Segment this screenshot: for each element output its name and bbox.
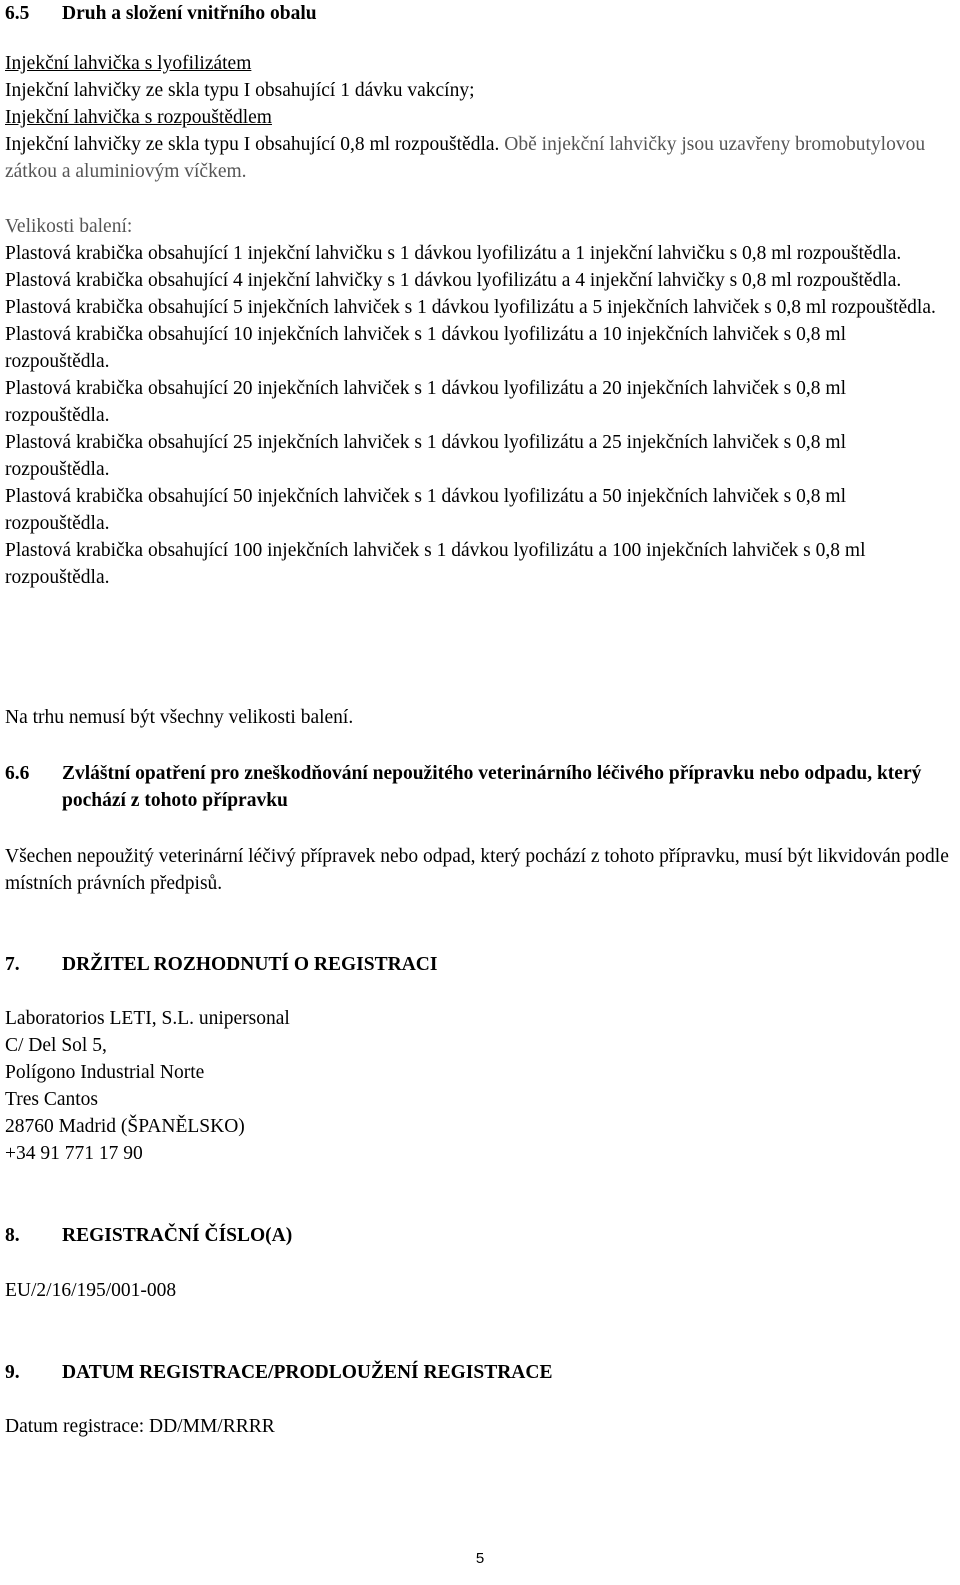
vial-solvent-heading: Injekční lahvička s rozpouštědlem — [5, 107, 272, 128]
vial-lyophilisate-text: Injekční lahvičky ze skla typu I obsahující 1 dávku vakcíny; — [5, 80, 475, 101]
address-line: 28760 Madrid (ŠPANĚLSKO) — [5, 1116, 245, 1137]
pack-sizes-note: Na trhu nemusí být všechny velikosti balení. — [5, 707, 354, 728]
address-line: +34 91 771 17 90 — [5, 1143, 143, 1164]
registration-number: EU/2/16/195/001-008 — [5, 1280, 177, 1301]
section-title: DATUM REGISTRACE/PRODLOUŽENÍ REGISTRACE — [62, 1362, 553, 1383]
section-number: 8. — [5, 1225, 20, 1246]
page-number: 5 — [475, 1550, 485, 1567]
pack-sizes-label: Velikosti balení: — [5, 216, 133, 237]
section-title: Zvláštní opatření pro zneškodňování nepoužitého veterinárního léčivého přípravku nebo odpadu, který pochází z tohoto přípravku — [62, 763, 922, 811]
section-8-heading — [5, 1222, 955, 1249]
address-line: Tres Cantos — [5, 1089, 99, 1110]
pack-size-item: Plastová krabička obsahující 25 injekčních lahviček s 1 dávkou lyofilizátu a 25 injekčních lahviček s 0,8 ml rozpouštědla. — [5, 432, 846, 480]
vial-closure-text: Obě injekční lahvičky jsou uzavřeny bromobutylovou zátkou a aluminiovým víčkem. — [5, 134, 926, 182]
pack-size-item: Plastová krabička obsahující 1 injekční lahvičku s 1 dávkou lyofilizátu a 1 injekční lahvičku s 0,8 ml rozpouštědla. — [5, 243, 902, 264]
vial-lyophilisate-heading: Injekční lahvička s lyofilizátem — [5, 53, 252, 74]
pack-size-item: Plastová krabička obsahující 4 injekční lahvičky s 1 dávkou lyofilizátu a 4 injekční lahvičky s 0,8 ml rozpouštědla. — [5, 270, 902, 291]
pack-size-item: Plastová krabička obsahující 100 injekčních lahviček s 1 dávkou lyofilizátu a 100 injekčních lahviček s 0,8 ml rozpouštědla. — [5, 540, 866, 588]
section-number: 7. — [5, 954, 20, 975]
vial-description-block — [5, 50, 955, 185]
section-6-5-heading — [5, 0, 955, 27]
pack-size-item: Plastová krabička obsahující 50 injekčních lahviček s 1 dávkou lyofilizátu a 50 injekčních lahviček s 0,8 ml rozpouštědla. — [5, 486, 846, 534]
section-number: 6.6 — [5, 763, 30, 784]
pack-size-item: Plastová krabička obsahující 10 injekčních lahviček s 1 dávkou lyofilizátu a 10 injekčních lahviček s 0,8 ml rozpouštědla. — [5, 324, 846, 372]
registration-date: Datum registrace: DD/MM/RRRR — [5, 1416, 275, 1437]
address-line: C/ Del Sol 5, — [5, 1035, 107, 1056]
section-title: DRŽITEL ROZHODNUTÍ O REGISTRACI — [62, 954, 438, 975]
address-line: Polígono Industrial Norte — [5, 1062, 205, 1083]
disposal-text: Všechen nepoužitý veterinární léčivý přípravek nebo odpad, který pochází z tohoto přípravku, musí být likvidován podle místních právních předpisů. — [5, 846, 949, 894]
holder-address — [5, 1005, 955, 1167]
section-9-heading — [5, 1359, 955, 1386]
section-7-heading — [5, 951, 955, 978]
vial-solvent-text — [5, 131, 955, 185]
pack-size-item: Plastová krabička obsahující 20 injekčních lahviček s 1 dávkou lyofilizátu a 20 injekčních lahviček s 0,8 ml rozpouštědla. — [5, 378, 846, 426]
pack-size-item: Plastová krabička obsahující 5 injekčních lahviček s 1 dávkou lyofilizátu a 5 injekčních lahviček s 0,8 ml rozpouštědla. — [5, 297, 936, 318]
section-title: Druh a složení vnitřního obalu — [62, 3, 317, 24]
address-line: Laboratorios LETI, S.L. unipersonal — [5, 1008, 290, 1029]
section-number: 6.5 — [5, 3, 30, 24]
vial-solvent-text-a: Injekční lahvičky ze skla typu I obsahující 0,8 ml rozpouštědla. — [5, 134, 500, 155]
section-6-6-heading — [5, 760, 955, 814]
section-number: 9. — [5, 1362, 20, 1383]
section-title: REGISTRAČNÍ ČÍSLO(A) — [62, 1225, 293, 1246]
pack-sizes-block — [5, 213, 955, 591]
